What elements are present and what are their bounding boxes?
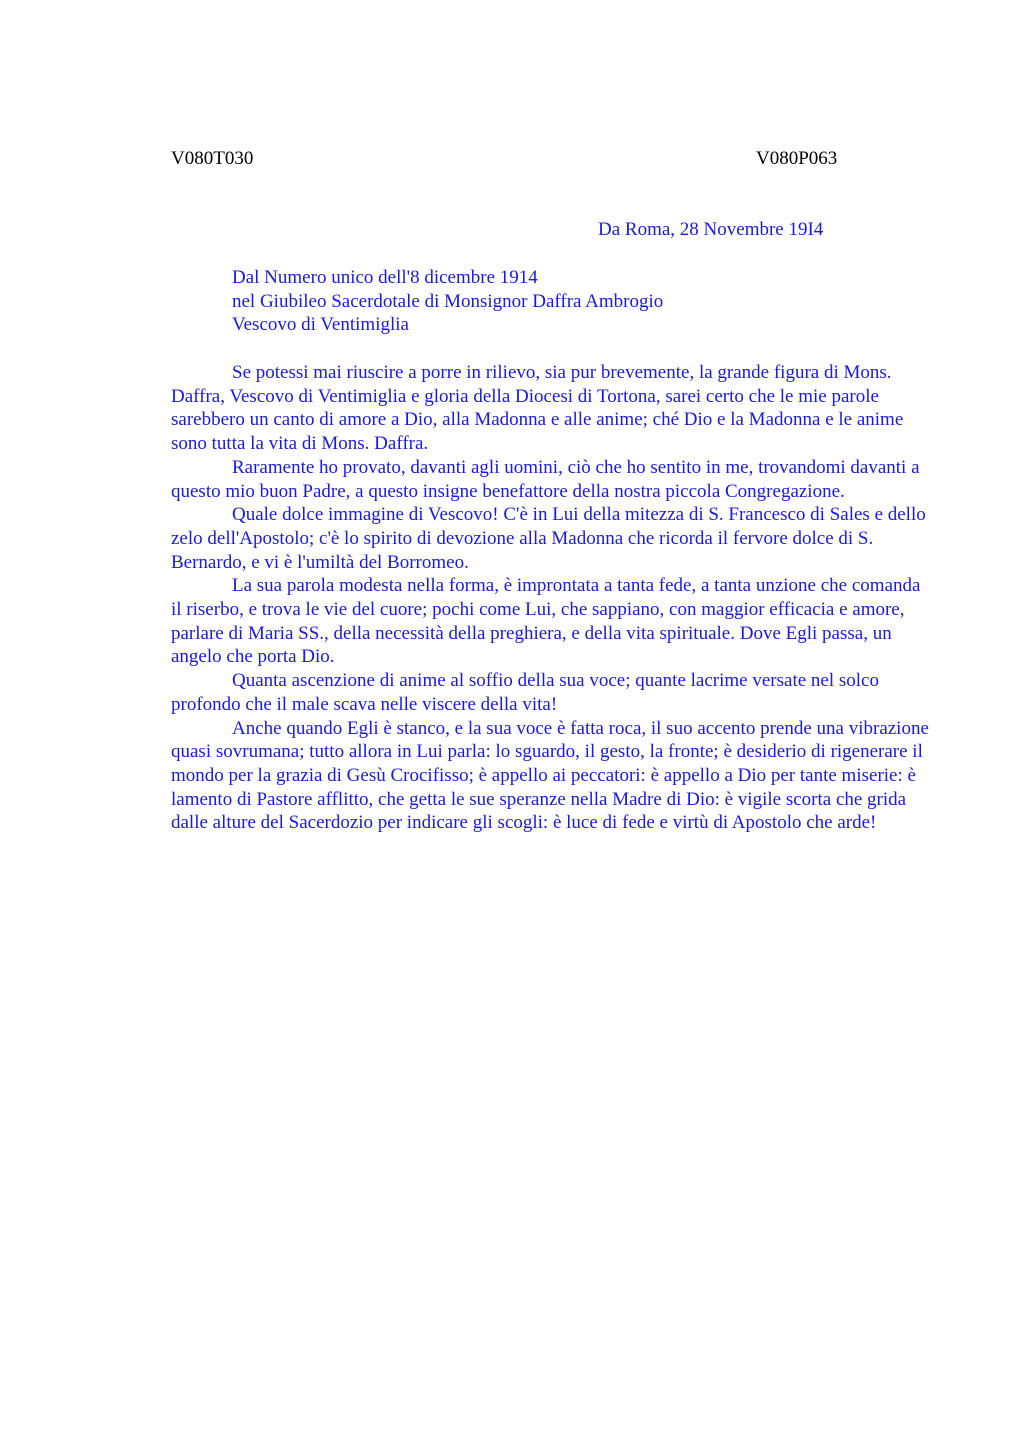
source-line-1: Dal Numero unico dell'8 dicembre 1914	[232, 267, 538, 288]
paragraph-3: Quale dolce immagine di Vescovo! C'è in Lui della mitezza di S. Francesco di Sales e dello zelo dell'Apostolo; c'è lo spirito di devozione alla Madonna che ricorda il fervore dolce di S. Bernardo, e vi è l'umiltà del Borromeo.	[171, 504, 926, 573]
source-line-2: nel Giubileo Sacerdotale di Monsignor Daffra Ambrogio	[232, 290, 664, 312]
paragraph-6: Anche quando Egli è stanco, e la sua voce è fatta roca, il suo accento prende una vibrazione quasi sovrumana; tutto allora in Lui parla: lo sguardo, il gesto, la fronte; è desiderio di rigenerare il mondo per la grazia di Gesù Crocifisso; è appello ai peccatori: è appello a Dio per tante miserie: è lamento di Pastore afflitto, che getta le sue speranze nella Madre di Dio: è vigile scorta che grida dalle alture del Sacerdozio per indicare gli scogli: è luce di fede e virtù di Apostolo che arde!	[171, 717, 929, 834]
page-code-right: V080P063	[756, 148, 838, 169]
source-note	[232, 266, 663, 337]
paragraph-2: Raramente ho provato, davanti agli uomini, ciò che ho sentito in me, trovandomi davanti a questo mio buon Padre, a questo insigne benefattore della nostra piccola Congregazione.	[171, 456, 920, 502]
paragraph-5: Quanta ascenzione di anime al soffio della sua voce; quante lacrime versate nel solco profondo che il male scava nelle viscere della vita!	[171, 670, 879, 715]
paragraph-4: La sua parola modesta nella forma, è improntata a tanta fede, a tanta unzione che comanda il riserbo, e trova le vie del cuore; pochi come Lui, che sappiano, con maggior efficacia e amore, parlare di Maria SS., della necessità della preghiera, e della vita spirituale. Dove Egli passa, un angelo che porta Dio.	[171, 575, 921, 668]
dateline: Da Roma, 28 Novembre 19I4	[598, 219, 824, 240]
document-code-left: V080T030	[171, 148, 254, 169]
letter-body	[171, 361, 931, 835]
source-line-3: Vescovo di Ventimiglia	[232, 314, 409, 336]
paragraph-1: Se potessi mai riuscire a porre in rilievo, sia pur brevemente, la grande figura di Mons. Daffra, Vescovo di Ventimiglia e gloria della Diocesi di Tortona, sarei certo che le mie parole sarebbero un canto di amore a Dio, alla Madonna e alle anime; ché Dio e la Madonna e le anime sono tutta la vita di Mons. Daffra.	[171, 362, 904, 455]
